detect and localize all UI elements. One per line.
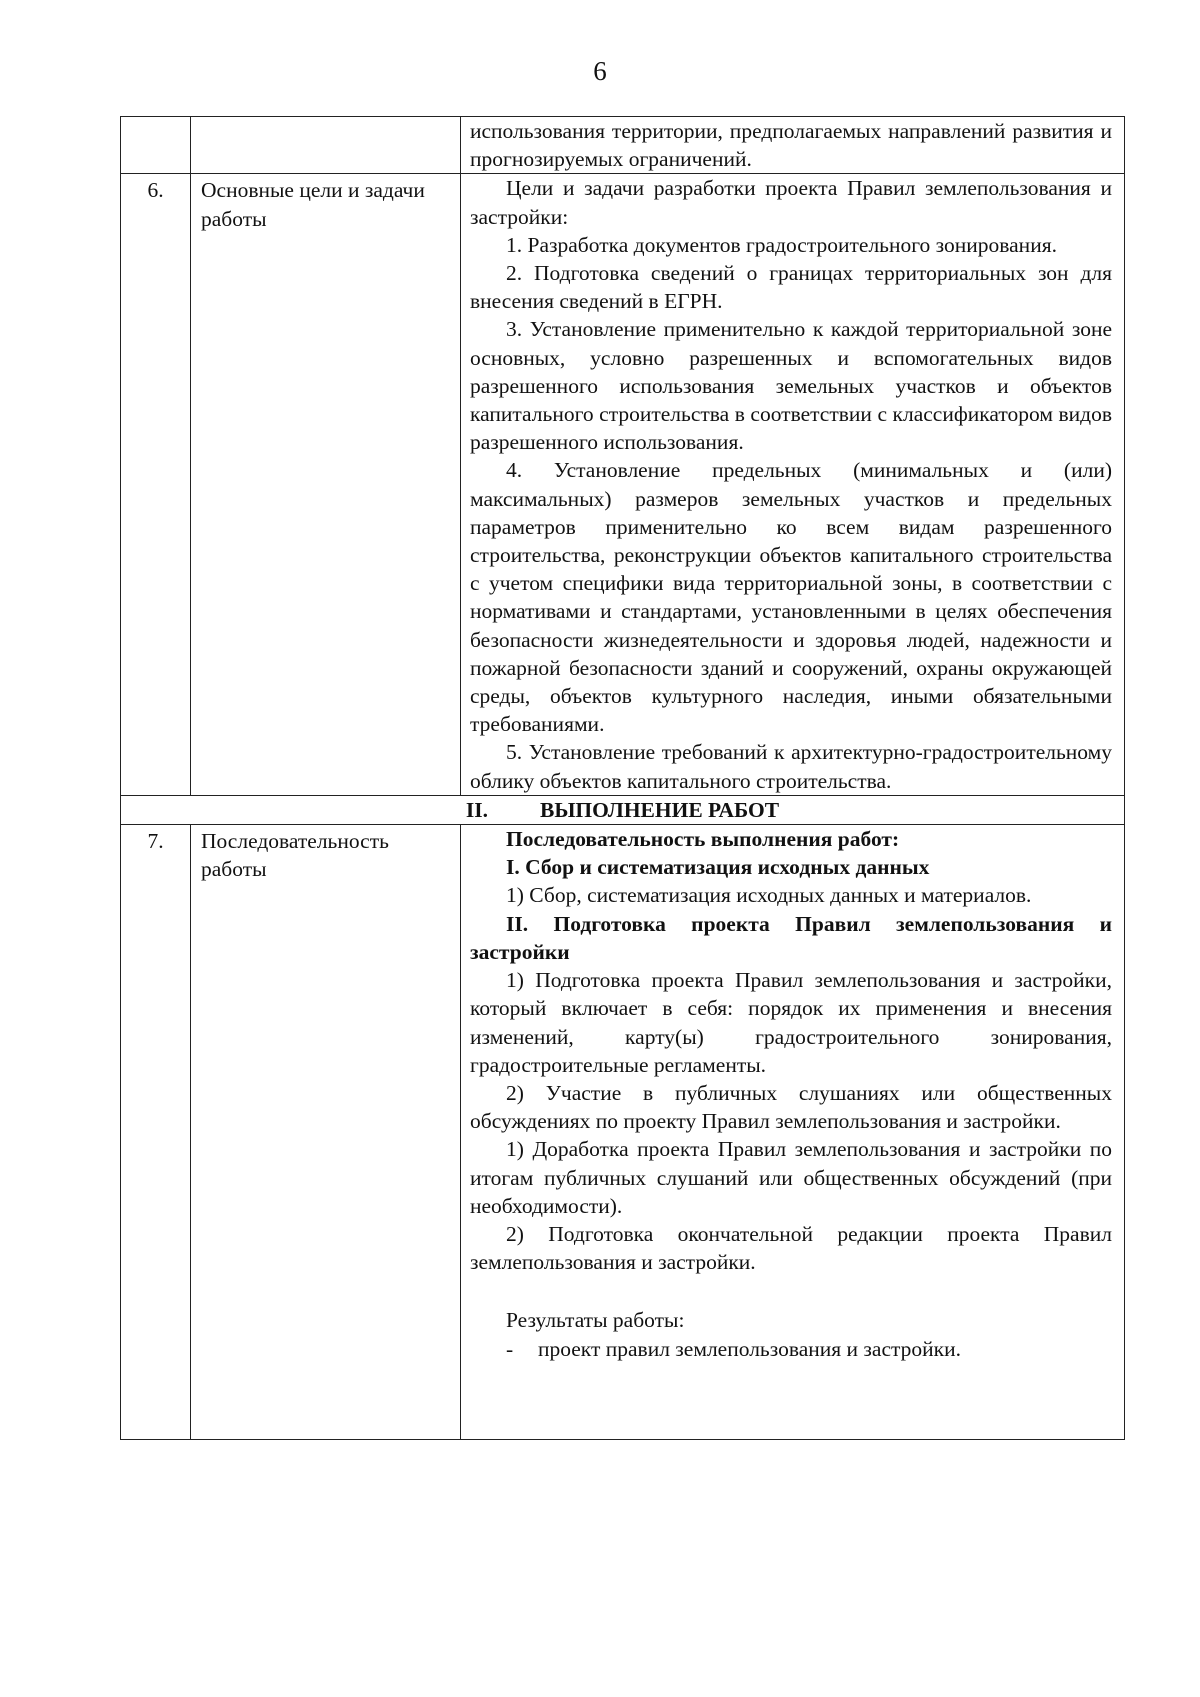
stage-item: 2) Подготовка окончательной редакции проекта Правил землепользования и застройки. (470, 1221, 1112, 1275)
continuation-text: использования территории, предполагаемых направлений развития и прогнозируемых ограничений. (470, 119, 1112, 172)
list-dash: - (506, 1336, 514, 1361)
goal-item: 2. Подготовка сведений о границах территориальных зон для внесения сведений в ЕГРН. (470, 261, 1112, 314)
row-number: 7. (147, 829, 164, 854)
row-name-cell (191, 174, 461, 795)
stage-item: 2) Участие в публичных слушаниях или общественных обсуждениях по проекту Правил землепользования и застройки. (470, 1080, 1112, 1134)
stage-1-title: I. Сбор и систематизация исходных данных (506, 855, 930, 880)
row-description-cell (461, 117, 1125, 174)
section-title: ВЫПОЛНЕНИЕ РАБОТ (539, 797, 780, 822)
table-row-7 (121, 825, 1125, 1440)
row-description-cell (461, 174, 1125, 795)
results-list-item (470, 1335, 1112, 1363)
section-heading (121, 795, 1125, 824)
section-number: II. (465, 797, 488, 822)
sequence-heading: Последовательность выполнения работ: (506, 827, 900, 852)
goal-item: 5. Установление требований к архитектурно-градостроительному облику объектов капитального строительства. (470, 740, 1112, 793)
goal-item: 3. Установление применительно к каждой территориальной зоне основных, условно разрешенных и вспомогательных видов разрешенного использования земельных участков и объектов капитального строительства в соответствии с классификатором видов разрешенного использования. (470, 317, 1112, 455)
stage-item: 1) Доработка проекта Правил землепользования и застройки по итогам публичных слушаний или общественных обсуждений (при необходимости). (470, 1137, 1112, 1218)
stage-2-title: II. Подготовка проекта Правил землепользования и застройки (470, 911, 1112, 964)
results-label: Результаты работы: (506, 1308, 685, 1333)
row-number-cell (121, 174, 191, 795)
row-number-cell (121, 117, 191, 174)
stage-item: 1) Сбор, систематизация исходных данных и материалов. (506, 883, 1032, 908)
row-number-cell (121, 825, 191, 1440)
table-row-continuation (121, 117, 1125, 174)
row-name-cell (191, 825, 461, 1440)
stage-item: 1) Подготовка проекта Правил землепользования и застройки, который включает в себя: порядок их применения и внесения изменений, карту(ы) градостроительного зонирования, градостроительные регламенты. (470, 968, 1112, 1077)
page-number: 6 (593, 56, 607, 86)
row-name-cell (191, 117, 461, 174)
goals-intro: Цели и задачи разработки проекта Правил землепользования и застройки: (470, 176, 1112, 229)
table-row-6 (121, 174, 1125, 795)
terms-table (120, 116, 1125, 1440)
results-item-text: проект правил землепользования и застройки. (538, 1336, 961, 1361)
goal-item: 1. Разработка документов градостроительного зонирования. (506, 232, 1057, 257)
section-heading-row (121, 795, 1125, 824)
row-number: 6. (147, 178, 164, 203)
row-name: Основные цели и задачи работы (201, 178, 425, 231)
row-description-cell (461, 825, 1125, 1440)
goal-item: 4. Установление предельных (минимальных и (или) максимальных) размеров земельных участков и предельных параметров применительно ко всем видам разрешенного строительства, реконструкции объектов капитального строительства с учетом специфики вида территориальной зоны, в соответствии с нормативами и стандартами, установленными в целях обеспечения безопасности жизнедеятельности и здоровья людей, надежности и пожарной безопасности зданий и сооружений, охраны окружающей среды, объектов культурного наследия, иными обязательными требованиями. (470, 458, 1112, 737)
row-name: Последовательность работы (201, 829, 389, 882)
